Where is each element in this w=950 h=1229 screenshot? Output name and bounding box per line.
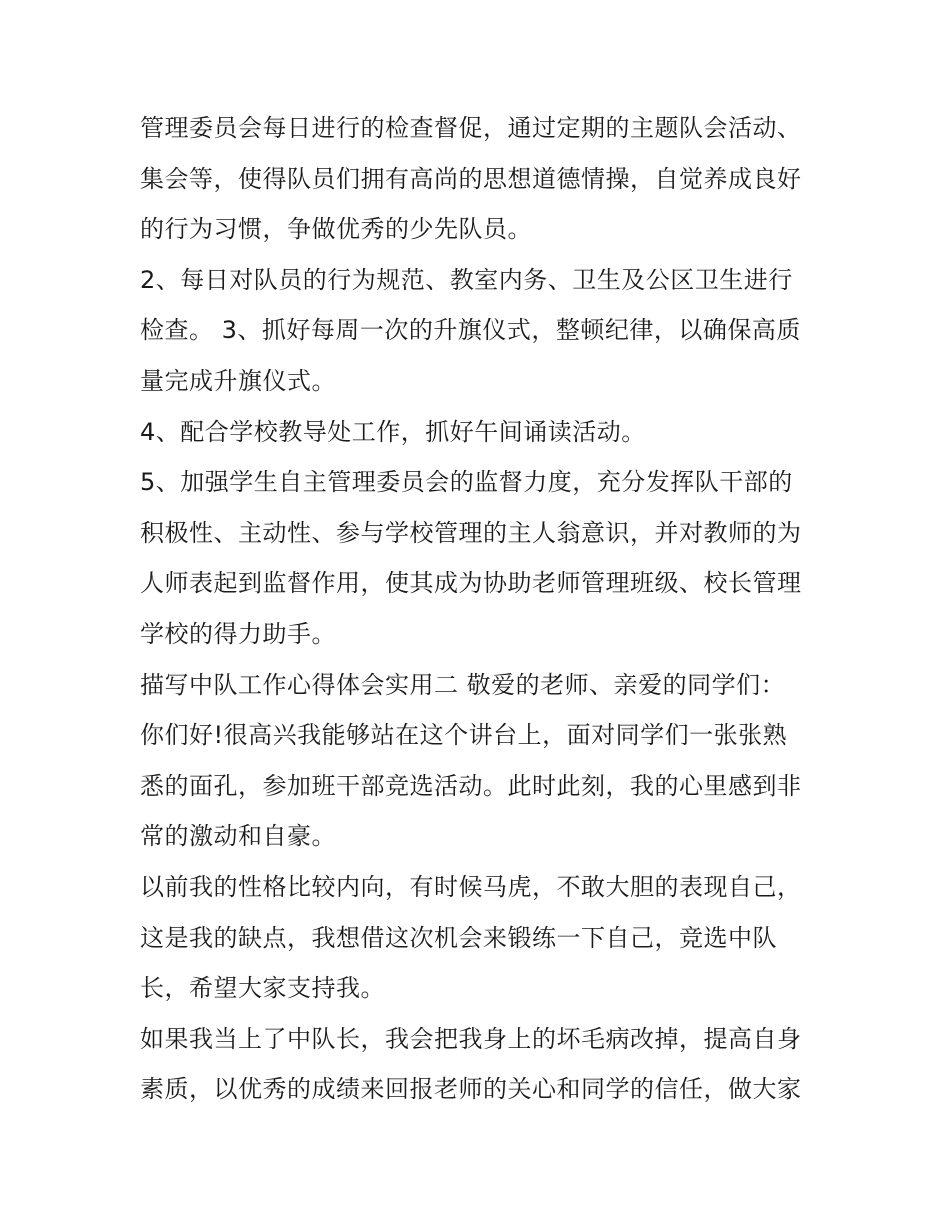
text-line: 积极性、主动性、参与学校管理的主人翁意识，并对教师的为 <box>140 518 802 547</box>
text-line: 你们好!很高兴我能够站在这个讲台上，面对同学们一张张熟 <box>140 721 788 750</box>
text-line: 如果我当上了中队长，我会把我身上的坏毛病改掉，提高自身 <box>140 1024 802 1053</box>
document-body <box>140 103 815 1115</box>
text-line: 量完成升旗仪式。 <box>140 366 336 395</box>
paragraph-3 <box>140 407 815 458</box>
paragraph-8 <box>140 1014 815 1115</box>
text-line: 的行为习惯，争做优秀的少先队员。 <box>140 215 532 244</box>
text-line: 人师表起到监督作用，使其成为协助老师管理班级、校长管理 <box>140 569 802 598</box>
paragraph-6 <box>140 710 815 862</box>
text-line: 集会等，使得队员们拥有高尚的思想道德情操，自觉养成良好 <box>140 164 802 193</box>
text-line: 检查。 3、抓好每周一次的升旗仪式，整顿纪律，以确保高质 <box>140 316 801 345</box>
paragraph-2 <box>140 255 815 407</box>
text-line: 学校的得力助手。 <box>140 619 336 648</box>
text-line: 以前我的性格比较内向，有时候马虎，不敢大胆的表现自己， <box>140 872 802 901</box>
text-line: 长，希望大家支持我。 <box>140 974 385 1003</box>
paragraph-4 <box>140 457 815 659</box>
text-line: 这是我的缺点，我想借这次机会来锻练一下自己，竞选中队 <box>140 923 777 952</box>
text-line: 悉的面孔，参加班干部竞选活动。此时此刻，我的心里感到非 <box>140 771 802 800</box>
paragraph-1 <box>140 103 815 255</box>
text-line: 常的激动和自豪。 <box>140 822 336 851</box>
paragraph-7 <box>140 862 815 1014</box>
text-line: 管理委员会每日进行的检查督促，通过定期的主题队会活动、 <box>140 114 802 142</box>
text-line: 4、配合学校教导处工作，抓好午间诵读活动。 <box>140 417 646 446</box>
text-line: 描写中队工作心得体会实用二 敬爱的老师、亲爱的同学们： <box>140 670 786 699</box>
text-line: 5、加强学生自主管理委员会的监督力度，充分发挥队干部的 <box>140 468 793 497</box>
text-line: 2、每日对队员的行为规范、教室内务、卫生及公区卫生进行 <box>140 265 793 294</box>
text-line: 素质，以优秀的成绩来回报老师的关心和同学的信任，做大家 <box>140 1075 802 1104</box>
paragraph-5-heading <box>140 660 815 711</box>
